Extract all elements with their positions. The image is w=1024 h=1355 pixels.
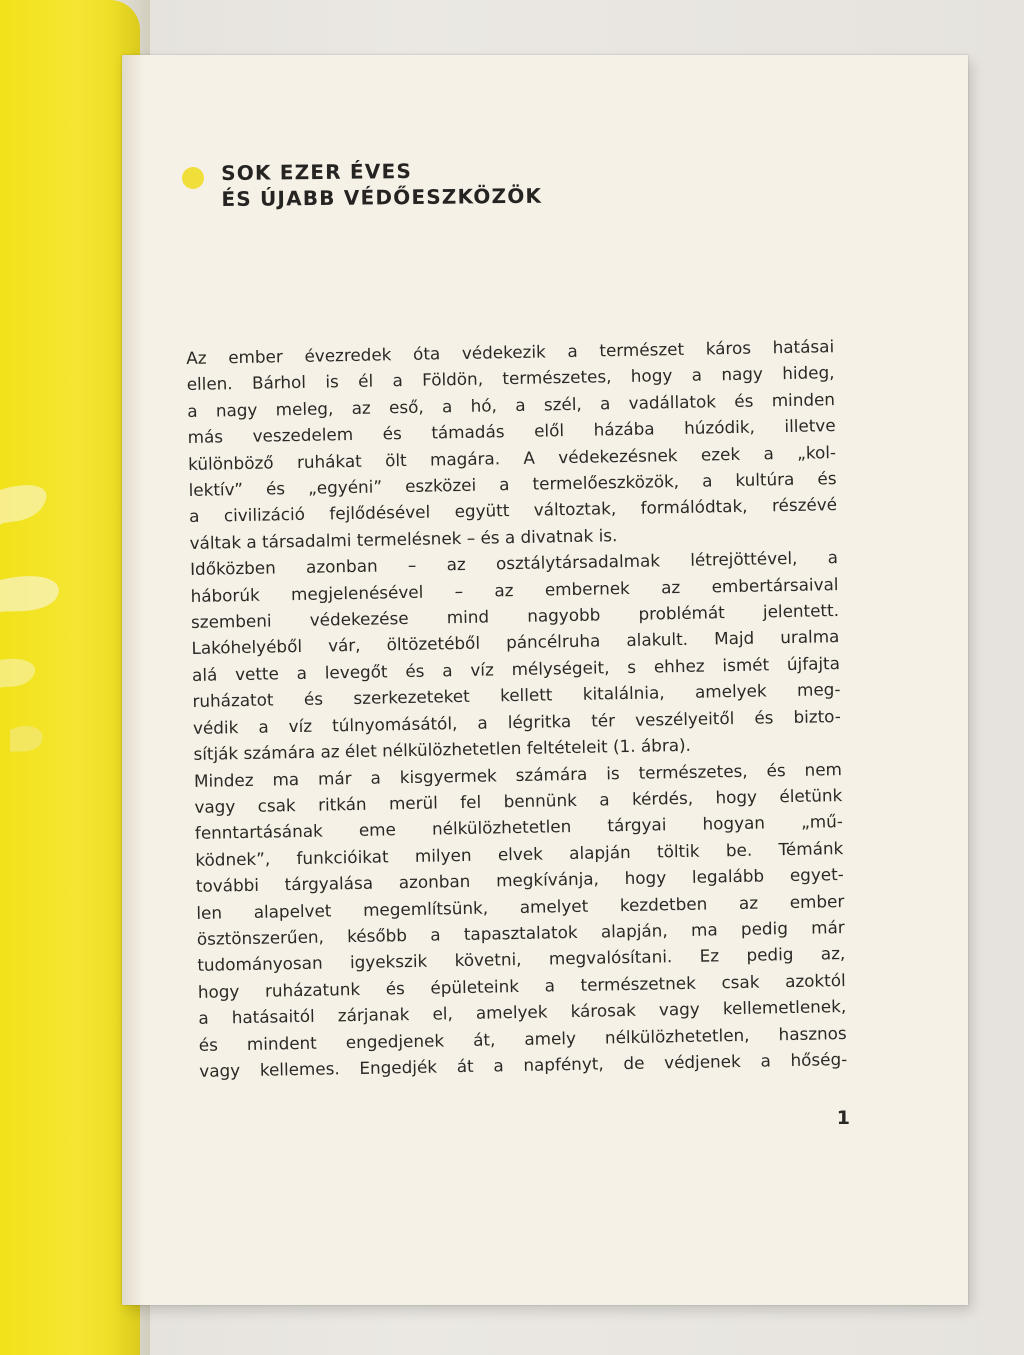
word: kisgyermek bbox=[399, 764, 497, 787]
word: minden bbox=[771, 388, 836, 411]
word: szerkezeteket bbox=[353, 686, 470, 709]
word: óta bbox=[412, 343, 441, 364]
word: ruházatunk bbox=[264, 978, 361, 1001]
word: kellemes. bbox=[259, 1058, 340, 1080]
word: nagyobb bbox=[527, 604, 601, 626]
word: megvalósítani. bbox=[548, 946, 673, 969]
word: a bbox=[187, 400, 198, 421]
word: Mindez bbox=[193, 769, 254, 791]
word: kezdetben bbox=[619, 893, 708, 915]
word: megjelenésével bbox=[290, 581, 424, 604]
word: túlnyomásától, bbox=[331, 712, 458, 736]
word: védekezik bbox=[461, 341, 546, 363]
word: természet bbox=[599, 338, 685, 361]
word: káros bbox=[705, 337, 752, 359]
word: ma bbox=[690, 919, 718, 940]
heading-text bbox=[221, 157, 542, 212]
word: a bbox=[198, 1007, 209, 1029]
word: mindent bbox=[246, 1032, 317, 1054]
word: vadállatok bbox=[628, 391, 717, 413]
word: tárgyai bbox=[607, 814, 667, 836]
word: pedig bbox=[740, 918, 789, 939]
word: is bbox=[325, 371, 339, 392]
word: a bbox=[430, 924, 441, 945]
word: károsak bbox=[570, 1000, 637, 1022]
word: alapján, bbox=[600, 920, 668, 942]
word: termelésnek bbox=[356, 527, 462, 550]
word: veszedelem bbox=[252, 424, 354, 447]
word: vagy bbox=[194, 796, 236, 817]
word: sítják bbox=[193, 743, 239, 765]
word: ködnek”, bbox=[195, 848, 271, 870]
word: az bbox=[660, 576, 681, 597]
word: ritkán bbox=[317, 793, 367, 815]
word: tér bbox=[591, 709, 616, 731]
word: ezek bbox=[700, 443, 741, 465]
word: a bbox=[493, 1055, 504, 1076]
word: és bbox=[385, 977, 405, 999]
word: védekezésnek bbox=[558, 444, 678, 467]
word: váltak bbox=[189, 531, 242, 553]
word: már bbox=[811, 916, 845, 938]
word: védekezése bbox=[309, 608, 409, 630]
word: hogy bbox=[715, 786, 758, 808]
word: nélkülözhetetlen bbox=[381, 738, 522, 761]
word: Ez bbox=[699, 945, 720, 967]
word: a bbox=[701, 470, 713, 491]
word: számára bbox=[243, 741, 316, 764]
word: ehhez bbox=[653, 655, 705, 677]
word: problémát bbox=[638, 602, 725, 624]
word: a bbox=[599, 393, 611, 414]
word: Majd bbox=[713, 628, 755, 649]
word: civilizáció bbox=[223, 504, 306, 526]
word: és bbox=[265, 478, 286, 499]
word: Az bbox=[186, 347, 207, 368]
word: azonban bbox=[305, 555, 378, 578]
word: lektív” bbox=[188, 479, 244, 501]
word: megkívánja, bbox=[495, 868, 600, 891]
word: életünk bbox=[779, 784, 843, 807]
word: Témánk bbox=[778, 837, 844, 859]
word: a bbox=[599, 789, 610, 810]
word: ember bbox=[789, 890, 845, 912]
word: hideg, bbox=[782, 362, 835, 384]
word: kérdés, bbox=[631, 787, 694, 809]
word: később bbox=[347, 924, 408, 947]
word: osztálytársadalmak bbox=[495, 550, 661, 574]
word: – bbox=[466, 527, 476, 548]
word: uralma bbox=[780, 626, 840, 648]
word: természetes, bbox=[638, 760, 748, 783]
word: alá bbox=[191, 664, 218, 685]
word: is bbox=[606, 762, 620, 783]
word: levegőt bbox=[324, 661, 388, 683]
word: védik bbox=[192, 716, 239, 738]
word: természetes, bbox=[502, 366, 612, 389]
yellow-bullet-icon bbox=[182, 167, 204, 189]
word: a bbox=[504, 526, 516, 548]
word: bizto- bbox=[793, 705, 841, 727]
word: pedig bbox=[746, 944, 794, 966]
word: hogyan bbox=[702, 812, 766, 834]
word: ember bbox=[228, 346, 283, 368]
heading-line-2: ÉS ÚJABB VÉDŐESZKÖZÖK bbox=[221, 183, 543, 211]
word: a bbox=[296, 662, 308, 683]
word: fejlődésével bbox=[329, 501, 431, 524]
word: Engedjék bbox=[359, 1056, 438, 1078]
word: embertársaival bbox=[711, 573, 839, 597]
page-fold-shadow bbox=[122, 55, 144, 1305]
word: legalább bbox=[691, 865, 765, 887]
word: élet bbox=[344, 740, 377, 762]
word: igyekszik bbox=[349, 951, 428, 973]
word: a bbox=[544, 975, 556, 996]
word: nagy bbox=[721, 363, 764, 385]
word: szél, bbox=[543, 393, 582, 415]
word: de bbox=[623, 1052, 645, 1074]
body-paragraphs bbox=[186, 333, 847, 1084]
word: számára bbox=[515, 763, 588, 785]
word: meleg, bbox=[275, 398, 334, 420]
word: támadás bbox=[431, 421, 505, 443]
word: a bbox=[827, 547, 839, 568]
word: divatnak bbox=[520, 525, 594, 547]
word: amelyek bbox=[694, 680, 767, 703]
word: húzódik, bbox=[683, 416, 756, 439]
word: azoktól bbox=[784, 969, 846, 991]
word: és bbox=[405, 660, 425, 681]
word: és bbox=[754, 706, 774, 728]
word: és bbox=[480, 527, 500, 548]
word: a bbox=[188, 506, 200, 527]
word: már bbox=[317, 767, 352, 789]
word: együtt bbox=[454, 500, 510, 522]
word: A bbox=[523, 447, 536, 468]
word: vár, bbox=[327, 635, 361, 656]
word: „kol- bbox=[796, 441, 837, 463]
word: vette bbox=[234, 663, 280, 685]
word: bennünk bbox=[503, 789, 578, 812]
word: a bbox=[370, 767, 381, 788]
word: az bbox=[494, 579, 514, 601]
word: alapján bbox=[568, 841, 631, 863]
word: illetve bbox=[784, 415, 836, 437]
word: ábra). bbox=[640, 734, 692, 756]
word: vagy bbox=[658, 998, 700, 1020]
word: eszközei bbox=[404, 474, 477, 497]
word: az bbox=[320, 741, 340, 762]
word: és bbox=[817, 468, 837, 489]
word: öltözetéből bbox=[386, 633, 481, 655]
word: hó, bbox=[470, 395, 498, 416]
word: fenntartásának bbox=[194, 820, 323, 844]
word: elvek bbox=[497, 843, 543, 865]
word: hogy bbox=[630, 365, 673, 387]
word: a bbox=[477, 712, 488, 733]
word: a bbox=[441, 395, 453, 417]
word: a bbox=[691, 364, 703, 386]
word: Időközben bbox=[189, 557, 276, 580]
word: milyen bbox=[414, 844, 472, 866]
word: ösztönszerűen, bbox=[196, 926, 325, 949]
word: és bbox=[382, 423, 402, 444]
word: (1. bbox=[612, 735, 636, 757]
word: alapelvet bbox=[253, 899, 332, 922]
word: zárjanak bbox=[337, 1004, 410, 1026]
word: „mű- bbox=[800, 811, 844, 833]
word: s bbox=[627, 656, 637, 677]
word: a bbox=[499, 474, 510, 495]
word: mélységeit, bbox=[511, 657, 610, 679]
word: a bbox=[246, 531, 257, 552]
word: a bbox=[258, 716, 269, 737]
word: él bbox=[357, 370, 374, 392]
word: ruhákat bbox=[296, 450, 362, 472]
word: ölt bbox=[384, 449, 407, 470]
word: az, bbox=[820, 943, 846, 964]
word: a bbox=[763, 442, 774, 464]
word: épületeink bbox=[430, 975, 520, 998]
word: elől bbox=[533, 420, 565, 441]
word: háborúk bbox=[190, 584, 260, 606]
word: formálódtak, bbox=[640, 496, 748, 519]
word: veszélyeitől bbox=[634, 707, 735, 730]
yellow-cover bbox=[0, 0, 140, 1355]
word: kellett bbox=[499, 684, 553, 706]
word: Földön, bbox=[421, 368, 484, 391]
word: ellen. bbox=[186, 373, 233, 395]
word: – bbox=[454, 580, 464, 601]
word: ismét bbox=[722, 654, 770, 676]
word: amely bbox=[524, 1027, 577, 1049]
word: amelyet bbox=[519, 895, 589, 917]
word: Bárhol bbox=[251, 372, 307, 394]
word: eme bbox=[358, 819, 397, 841]
word: ma bbox=[272, 768, 300, 789]
word: át bbox=[456, 1055, 474, 1077]
word: létrejöttével, bbox=[690, 548, 798, 571]
word: merül bbox=[388, 792, 439, 814]
word: töltik bbox=[656, 840, 700, 862]
word: különböző bbox=[187, 452, 274, 474]
word: len bbox=[196, 901, 223, 923]
word: nélkülözhetetlen bbox=[431, 816, 572, 839]
word: be. bbox=[725, 839, 753, 860]
word: nem bbox=[804, 758, 843, 780]
word: évezredek bbox=[304, 344, 392, 366]
word: víz bbox=[288, 715, 313, 736]
word: „egyéni” bbox=[307, 476, 383, 498]
word: vagy bbox=[199, 1060, 241, 1081]
word: hatásai bbox=[772, 336, 835, 358]
word: más bbox=[187, 426, 224, 448]
word: embernek bbox=[544, 577, 630, 600]
word: kitalálnia, bbox=[582, 682, 665, 705]
word: meg- bbox=[796, 679, 841, 701]
word: – bbox=[407, 555, 417, 576]
word: tudományosan bbox=[197, 952, 323, 976]
word: funkcióikat bbox=[296, 846, 389, 868]
word: tapasztalatok bbox=[463, 921, 578, 944]
word: követni, bbox=[454, 949, 522, 971]
word: hogy bbox=[624, 867, 667, 889]
word: egyet- bbox=[789, 864, 844, 886]
word: amelyek bbox=[475, 1001, 548, 1023]
word: társadalmi bbox=[261, 529, 352, 552]
word: légritka bbox=[507, 710, 572, 732]
word: és bbox=[198, 1034, 219, 1055]
word: feltételeit bbox=[526, 736, 608, 758]
word: ruházatot bbox=[192, 689, 274, 712]
word: kellemetlenek, bbox=[722, 996, 847, 1019]
word: csak bbox=[721, 971, 760, 993]
word: további bbox=[195, 874, 260, 897]
word: is. bbox=[598, 524, 618, 546]
word: és bbox=[303, 688, 324, 710]
word: termelőeszközök, bbox=[532, 471, 680, 494]
word: tárgyalása bbox=[284, 872, 374, 895]
word: a bbox=[392, 370, 403, 391]
word: újfajta bbox=[786, 652, 841, 674]
word: nagy bbox=[215, 399, 258, 421]
word: eső, bbox=[388, 396, 424, 418]
word: részévé bbox=[771, 494, 838, 516]
word: hasznos bbox=[778, 1022, 847, 1044]
word: az bbox=[351, 397, 371, 418]
word: fel bbox=[460, 791, 482, 812]
word: és bbox=[766, 759, 786, 780]
word: páncélruha bbox=[505, 630, 601, 653]
cover-illustration bbox=[0, 430, 120, 810]
word: el, bbox=[432, 1003, 453, 1024]
word: és bbox=[734, 390, 754, 411]
word: hogy bbox=[197, 980, 240, 1002]
word: megemlítsünk, bbox=[362, 897, 489, 920]
word: azonban bbox=[398, 871, 471, 893]
word: alakult. bbox=[626, 629, 689, 651]
page-number: 1 bbox=[836, 1107, 850, 1129]
word: szembeni bbox=[190, 610, 272, 633]
word: Lakóhelyéből bbox=[191, 636, 303, 659]
word: a bbox=[515, 394, 526, 415]
word: hőség- bbox=[790, 1048, 848, 1071]
word: a bbox=[442, 660, 453, 681]
word: csak bbox=[257, 794, 296, 816]
word: a bbox=[760, 1050, 771, 1071]
word: védjenek bbox=[663, 1050, 741, 1073]
word: a bbox=[567, 340, 578, 362]
word: az bbox=[446, 554, 466, 575]
word: nélkülözhetetlen, bbox=[604, 1024, 750, 1047]
word: jelentett. bbox=[762, 600, 840, 622]
word: napfényt, bbox=[523, 1053, 604, 1075]
word: mind bbox=[446, 606, 490, 628]
word: kultúra bbox=[735, 468, 795, 490]
word: változtak, bbox=[533, 498, 617, 521]
word: hatásaitól bbox=[231, 1005, 315, 1028]
word: házába bbox=[593, 418, 655, 440]
word: az bbox=[738, 892, 759, 913]
word: természetnek bbox=[580, 972, 697, 995]
word: engedjenek bbox=[345, 1029, 445, 1052]
word: magára. bbox=[429, 447, 501, 470]
document-page bbox=[122, 55, 968, 1305]
word: át, bbox=[472, 1029, 496, 1050]
heading-line-1: SOK EZER ÉVES bbox=[221, 159, 413, 185]
word: víz bbox=[470, 659, 494, 680]
